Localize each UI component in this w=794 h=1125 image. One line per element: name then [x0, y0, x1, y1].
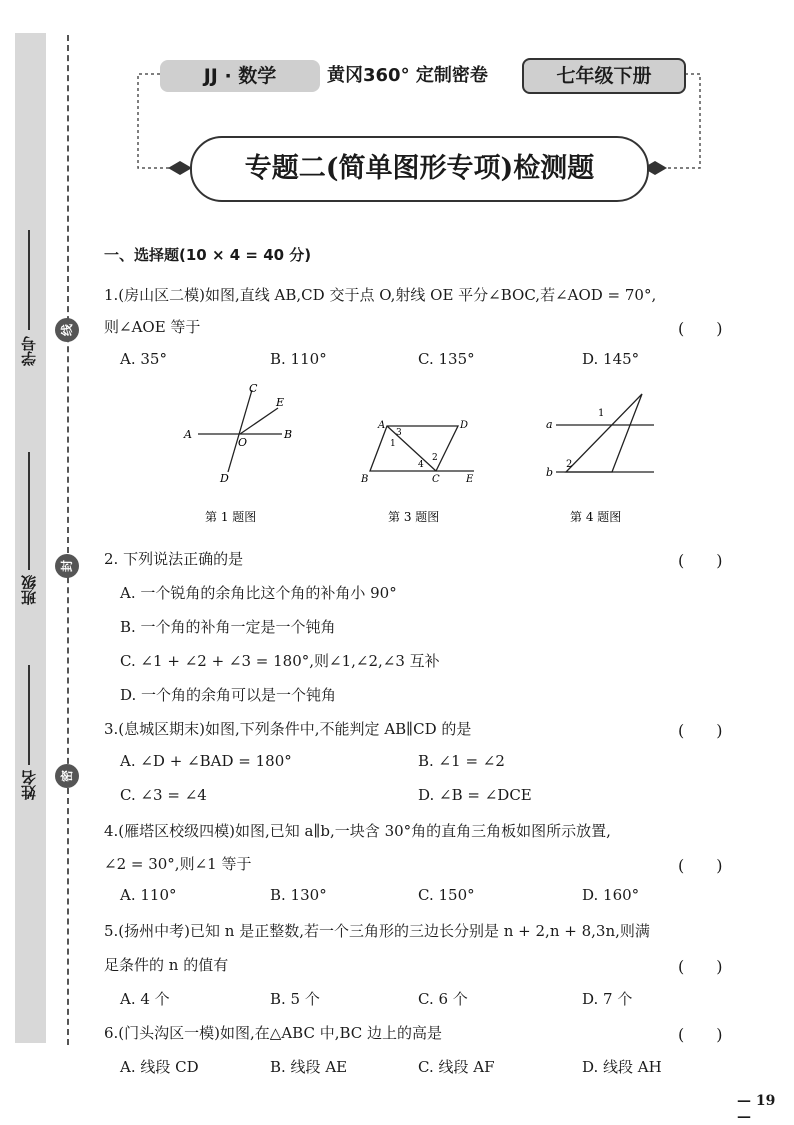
fig3-label-e: E — [466, 474, 474, 485]
q2-option-d[interactable]: D. 一个角的余角可以是一个钝角 — [120, 686, 337, 704]
fig4-label-a: a — [546, 418, 553, 431]
q1-option-c[interactable]: C. 135° — [418, 350, 475, 368]
page-title: 专题二(简单图形专项)检测题 — [190, 136, 649, 202]
q2-option-b[interactable]: B. 一个角的补角一定是一个钝角 — [120, 618, 336, 636]
q4-stem-line1: 4.(雁塔区校级四模)如图,已知 a∥b,一块含 30°角的直角三角板如图所示放置, — [104, 822, 611, 840]
seal-seal-badge: 封 — [55, 554, 79, 578]
q3-option-c[interactable]: C. ∠3 = ∠4 — [120, 786, 207, 804]
fig4-caption: 第 4 题图 — [570, 510, 622, 524]
fig3-label-b: B — [361, 474, 369, 485]
seal-line-badge: 线 — [55, 318, 79, 342]
q5-option-a[interactable]: A. 4 个 — [120, 990, 170, 1008]
q4-option-a[interactable]: A. 110° — [120, 886, 177, 904]
q2-answer-blank[interactable]: ( ) — [678, 551, 723, 570]
q4-option-c[interactable]: C. 150° — [418, 886, 475, 904]
fig3-label-2: 2 — [432, 453, 438, 463]
class-label: 班级 — [20, 575, 38, 605]
q5-option-b[interactable]: B. 5 个 — [270, 990, 320, 1008]
fig1-label-d: D — [220, 472, 229, 485]
q5-option-d[interactable]: D. 7 个 — [582, 990, 633, 1008]
q3-option-b[interactable]: B. ∠1 = ∠2 — [418, 752, 505, 770]
q6-option-c[interactable]: C. 线段 AF — [418, 1058, 495, 1076]
fig1-caption: 第 1 题图 — [205, 510, 257, 524]
q3-option-a[interactable]: A. ∠D + ∠BAD = 180° — [120, 752, 292, 770]
fig1-label-e: E — [276, 396, 285, 409]
q1-stem-line1: 1.(房山区二模)如图,直线 AB,CD 交于点 O,射线 OE 平分∠BOC,若∠AOD = 70°, — [104, 286, 657, 304]
q5-stem-line2: 足条件的 n 的值有 — [104, 956, 229, 974]
q5-stem-line1: 5.(扬州中考)已知 n 是正整数,若一个三角形的三边长分别是 n + 2,n + 8,3n,则满 — [104, 922, 650, 940]
fig1-label-b: B — [284, 428, 293, 441]
fig4-label-1: 1 — [598, 408, 605, 419]
q1-option-b[interactable]: B. 110° — [270, 350, 327, 368]
q5-option-c[interactable]: C. 6 个 — [418, 990, 468, 1008]
q3-option-d[interactable]: D. ∠B = ∠DCE — [418, 786, 532, 804]
q6-option-d[interactable]: D. 线段 AH — [582, 1058, 662, 1076]
q2-stem: 2. 下列说法正确的是 — [104, 550, 244, 568]
q4-answer-blank[interactable]: ( ) — [678, 856, 723, 875]
q2-option-a[interactable]: A. 一个锐角的余角比这个角的补角小 90° — [120, 584, 397, 602]
fig3-caption: 第 3 题图 — [388, 510, 440, 524]
fig4-label-b: b — [546, 466, 554, 479]
subject-pill: JJ · 数学 — [160, 60, 320, 92]
q4-stem-line2: ∠2 = 30°,则∠1 等于 — [104, 855, 252, 873]
q6-option-a[interactable]: A. 线段 CD — [120, 1058, 199, 1076]
figures-area — [0, 370, 794, 540]
page-number: — 19 — — [737, 1093, 776, 1125]
q4-option-d[interactable]: D. 160° — [582, 886, 640, 904]
q4-option-b[interactable]: B. 130° — [270, 886, 327, 904]
fig1-label-c: C — [249, 382, 258, 395]
q6-option-b[interactable]: B. 线段 AE — [270, 1058, 348, 1076]
student-id-label: 学号 — [20, 336, 38, 366]
student-id-line — [28, 230, 30, 330]
series-title: 黄冈360° 定制密卷 — [327, 65, 488, 86]
fig3-label-4: 4 — [418, 460, 424, 470]
fig3-label-a: A — [378, 420, 386, 431]
fig1-label-o: O — [238, 436, 248, 449]
name-line — [28, 665, 30, 765]
q6-stem: 6.(门头沟区一模)如图,在△ABC 中,BC 边上的高是 — [104, 1024, 443, 1042]
fig3-label-d: D — [460, 420, 469, 431]
q2-option-c[interactable]: C. ∠1 + ∠2 + ∠3 = 180°,则∠1,∠2,∠3 互补 — [120, 652, 440, 670]
page-header — [0, 0, 794, 220]
q5-answer-blank[interactable]: ( ) — [678, 957, 723, 976]
q1-option-d[interactable]: D. 145° — [582, 350, 640, 368]
fig1-label-a: A — [184, 428, 192, 441]
q3-answer-blank[interactable]: ( ) — [678, 721, 723, 740]
q3-stem: 3.(息城区期末)如图,下列条件中,不能判定 AB∥CD 的是 — [104, 720, 472, 738]
grade-pill: 七年级下册 — [522, 58, 686, 94]
name-label: 姓名 — [20, 770, 38, 800]
figure-1 — [183, 382, 292, 485]
fig3-label-1: 1 — [390, 439, 396, 449]
q1-answer-blank[interactable]: ( ) — [678, 319, 723, 338]
q1-stem-line2: 则∠AOE 等于 — [104, 318, 201, 336]
figure-3 — [360, 420, 474, 485]
section-heading: 一、选择题(10 × 4 = 40 分) — [104, 246, 312, 264]
fig4-label-2: 2 — [566, 459, 573, 470]
seal-secret-badge: 密 — [55, 764, 79, 788]
fig3-label-3: 3 — [396, 428, 402, 438]
fig3-label-c: C — [432, 474, 440, 485]
q6-answer-blank[interactable]: ( ) — [678, 1025, 723, 1044]
q1-option-a[interactable]: A. 35° — [120, 350, 167, 368]
figure-4 — [546, 394, 654, 479]
